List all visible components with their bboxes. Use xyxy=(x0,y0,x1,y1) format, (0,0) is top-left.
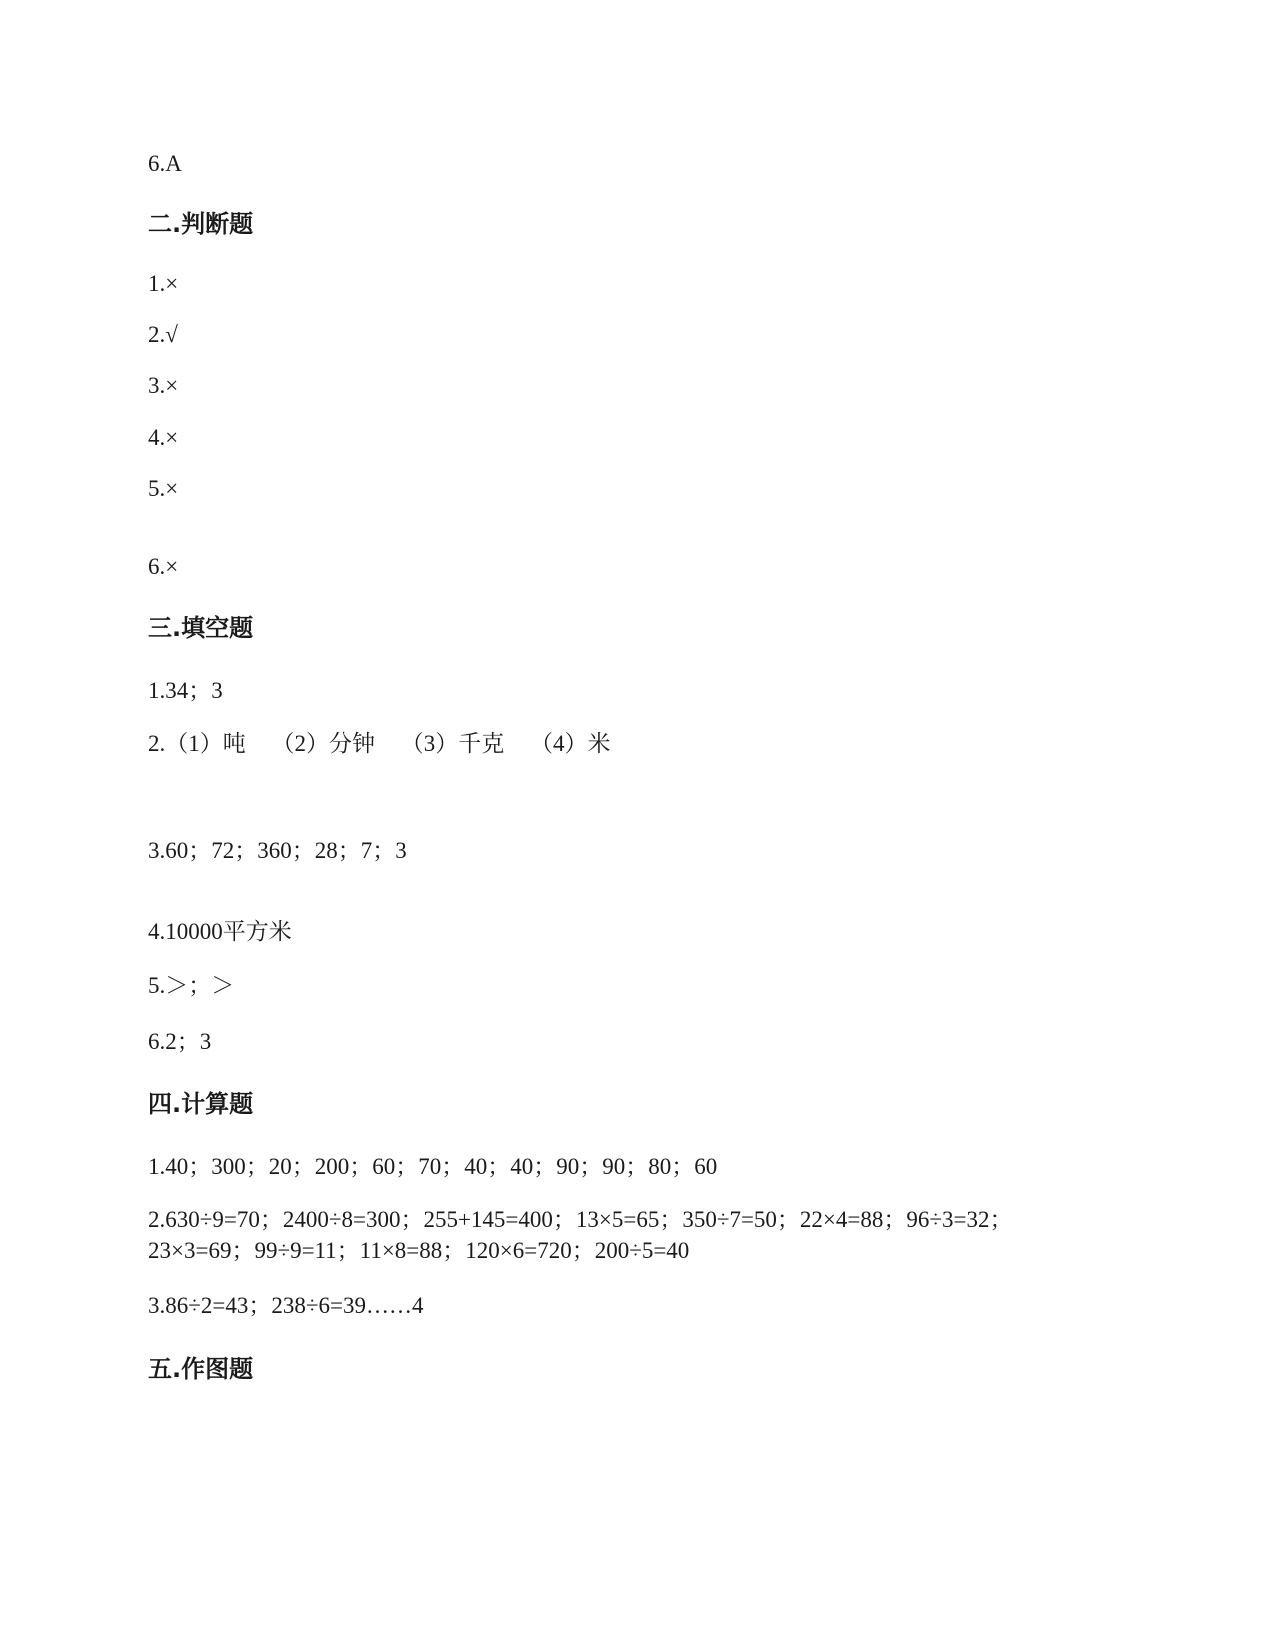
fill-answer-5: 5.＞；＞ xyxy=(148,973,235,998)
judgement-answer-1: 1.× xyxy=(148,271,179,296)
calc-answer-1: 1.40；300；20；200；60；70；40；40；90；90；80；60 xyxy=(148,1154,718,1179)
judgement-answer-5: 5.× xyxy=(148,476,179,501)
section-heading-fill-in: 三.填空题 xyxy=(148,614,254,642)
fill-answer-6: 6.2；3 xyxy=(148,1029,212,1054)
section-heading-drawing: 五.作图题 xyxy=(148,1355,254,1383)
judgement-answer-2: 2.√ xyxy=(148,322,178,347)
fill-answer-2: 2.（1）吨 （2）分钟 （3）千克 （4）米 xyxy=(148,731,611,756)
fill-answer-4: 4.10000平方米 xyxy=(148,919,292,944)
judgement-answer-4: 4.× xyxy=(148,425,179,450)
judgement-answer-3: 3.× xyxy=(148,373,179,398)
fill-answer-1: 1.34；3 xyxy=(148,678,223,703)
calc-answer-2-line-1: 2.630÷9=70；2400÷8=300；255+145=400；13×5=65；350÷7=50；22×4=88；96÷3=32； xyxy=(148,1207,1013,1232)
section-heading-judgement: 二.判断题 xyxy=(148,210,254,238)
choice-answer-6: 6.A xyxy=(148,151,182,176)
fill-answer-3: 3.60；72；360；28；7；3 xyxy=(148,838,407,863)
calc-answer-2-line-2: 23×3=69；99÷9=11；11×8=88；120×6=720；200÷5=40 xyxy=(148,1238,690,1263)
judgement-answer-6: 6.× xyxy=(148,554,179,579)
section-heading-calculation: 四.计算题 xyxy=(148,1090,254,1118)
calc-answer-3: 3.86÷2=43；238÷6=39……4 xyxy=(148,1293,424,1318)
